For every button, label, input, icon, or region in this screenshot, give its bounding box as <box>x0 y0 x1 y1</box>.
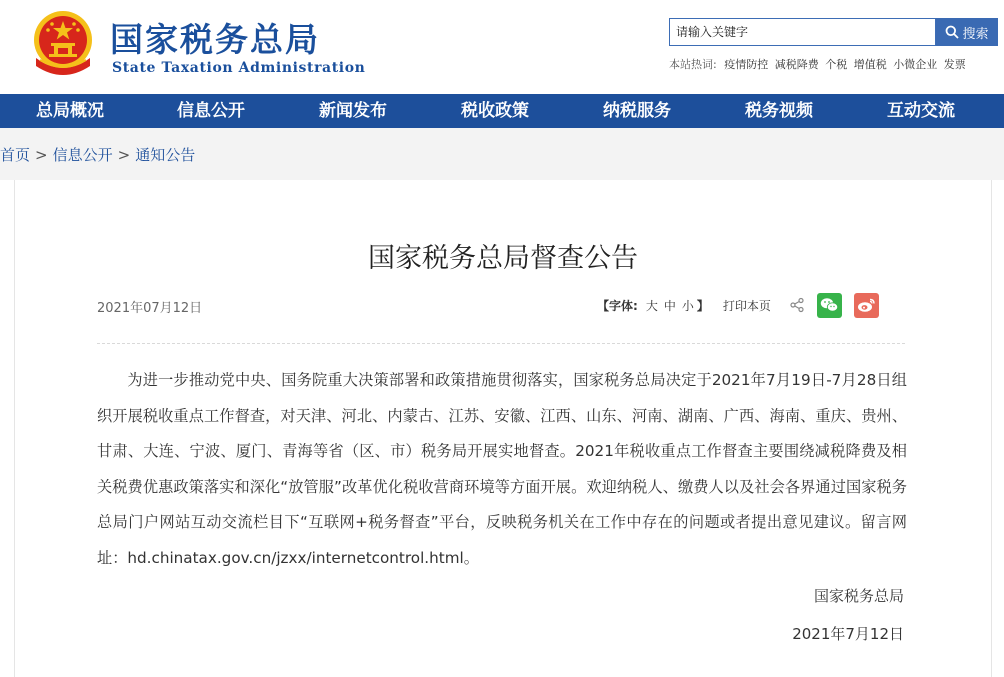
article-tools <box>597 292 879 318</box>
hotword-link[interactable]: 小微企业 <box>893 58 938 71</box>
nav-item-interaction[interactable]: 互动交流 <box>887 101 955 121</box>
breadcrumb-bar <box>0 128 1004 180</box>
share-icon[interactable] <box>789 297 805 313</box>
main-nav <box>0 94 1004 128</box>
nav-item-tax-policy[interactable]: 税收政策 <box>461 101 529 121</box>
print-page-link[interactable]: 打印本页 <box>722 298 771 313</box>
breadcrumb-separator: > <box>117 146 131 164</box>
article-divider <box>97 343 905 344</box>
font-size-medium[interactable]: 中 <box>663 298 676 313</box>
breadcrumb-info-link[interactable]: 信息公开 <box>52 146 113 164</box>
article-sign-date: 2021年7月12日 <box>792 625 904 643</box>
article-date: 2021年07月12日 <box>97 301 203 316</box>
breadcrumb-notice-link[interactable]: 通知公告 <box>135 146 196 164</box>
hotword-link[interactable]: 减税降费 <box>774 58 819 71</box>
hotwords-label: 本站热词: <box>669 58 717 71</box>
wechat-share-icon[interactable] <box>817 293 842 318</box>
weibo-share-icon[interactable] <box>854 293 879 318</box>
breadcrumb-home-link[interactable]: 首页 <box>0 146 31 164</box>
article-body: 为进一步推动党中央、国务院重大决策部署和政策措施贯彻落实，国家税务总局决定于2021年7月19日-7月28日组织开展税收重点工作督查，对天津、河北、内蒙古、江苏、安徽、江西、山东、河南、湖南、广西、海南、重庆、贵州、甘肃、大连、宁波、厦门、青海等省（区、市）税务局开展实地督查。2021年税收重点工作督查主要围绕减税降费及相关税费优惠政策落实和深化“放管服”改革优化税收营商环境等方面开展。欢迎纳税人、缴费人以及社会各界通过国家税务总局门户网站互动交流栏目下“互联网+税务督查”平台，反映税务机关在工作中存在的问题或者提出意见建议。留言网址：hd.chinatax.gov.cn/jzxx/internetcontrol.html。 <box>97 371 907 567</box>
search-input[interactable] <box>669 18 936 46</box>
hotword-link[interactable]: 疫情防控 <box>724 58 769 71</box>
article-title: 国家税务总局督查公告 <box>368 243 638 274</box>
hotwords-bar <box>669 56 969 72</box>
site-title[interactable]: 国家税务总局 <box>110 20 320 59</box>
nav-item-overview[interactable]: 总局概况 <box>36 101 104 121</box>
breadcrumb-separator: > <box>35 146 48 164</box>
font-size-small[interactable]: 小 <box>681 298 694 313</box>
article-container <box>14 180 992 677</box>
font-size-large[interactable]: 大 <box>645 298 658 313</box>
nav-item-tax-video[interactable]: 税务视频 <box>745 101 813 121</box>
nav-item-taxpayer-service[interactable]: 纳税服务 <box>603 101 671 121</box>
hotword-link[interactable]: 个税 <box>825 58 848 71</box>
search-button[interactable] <box>936 18 998 46</box>
hotword-link[interactable]: 发票 <box>943 58 966 71</box>
search-icon <box>945 25 959 39</box>
site-header <box>0 0 1004 94</box>
site-subtitle[interactable]: State Taxation Administration <box>112 60 366 76</box>
search-button-label: 搜索 <box>962 26 989 42</box>
nav-item-news-release[interactable]: 新闻发布 <box>319 101 387 121</box>
national-emblem-icon[interactable] <box>28 8 98 80</box>
hotword-link[interactable]: 增值税 <box>853 58 887 71</box>
article-signature: 国家税务总局 <box>813 587 904 605</box>
breadcrumb <box>0 144 195 165</box>
font-size-label: 【字体: <box>597 298 638 313</box>
nav-item-info-disclosure[interactable]: 信息公开 <box>177 101 245 121</box>
font-size-close: 】 <box>696 298 709 313</box>
